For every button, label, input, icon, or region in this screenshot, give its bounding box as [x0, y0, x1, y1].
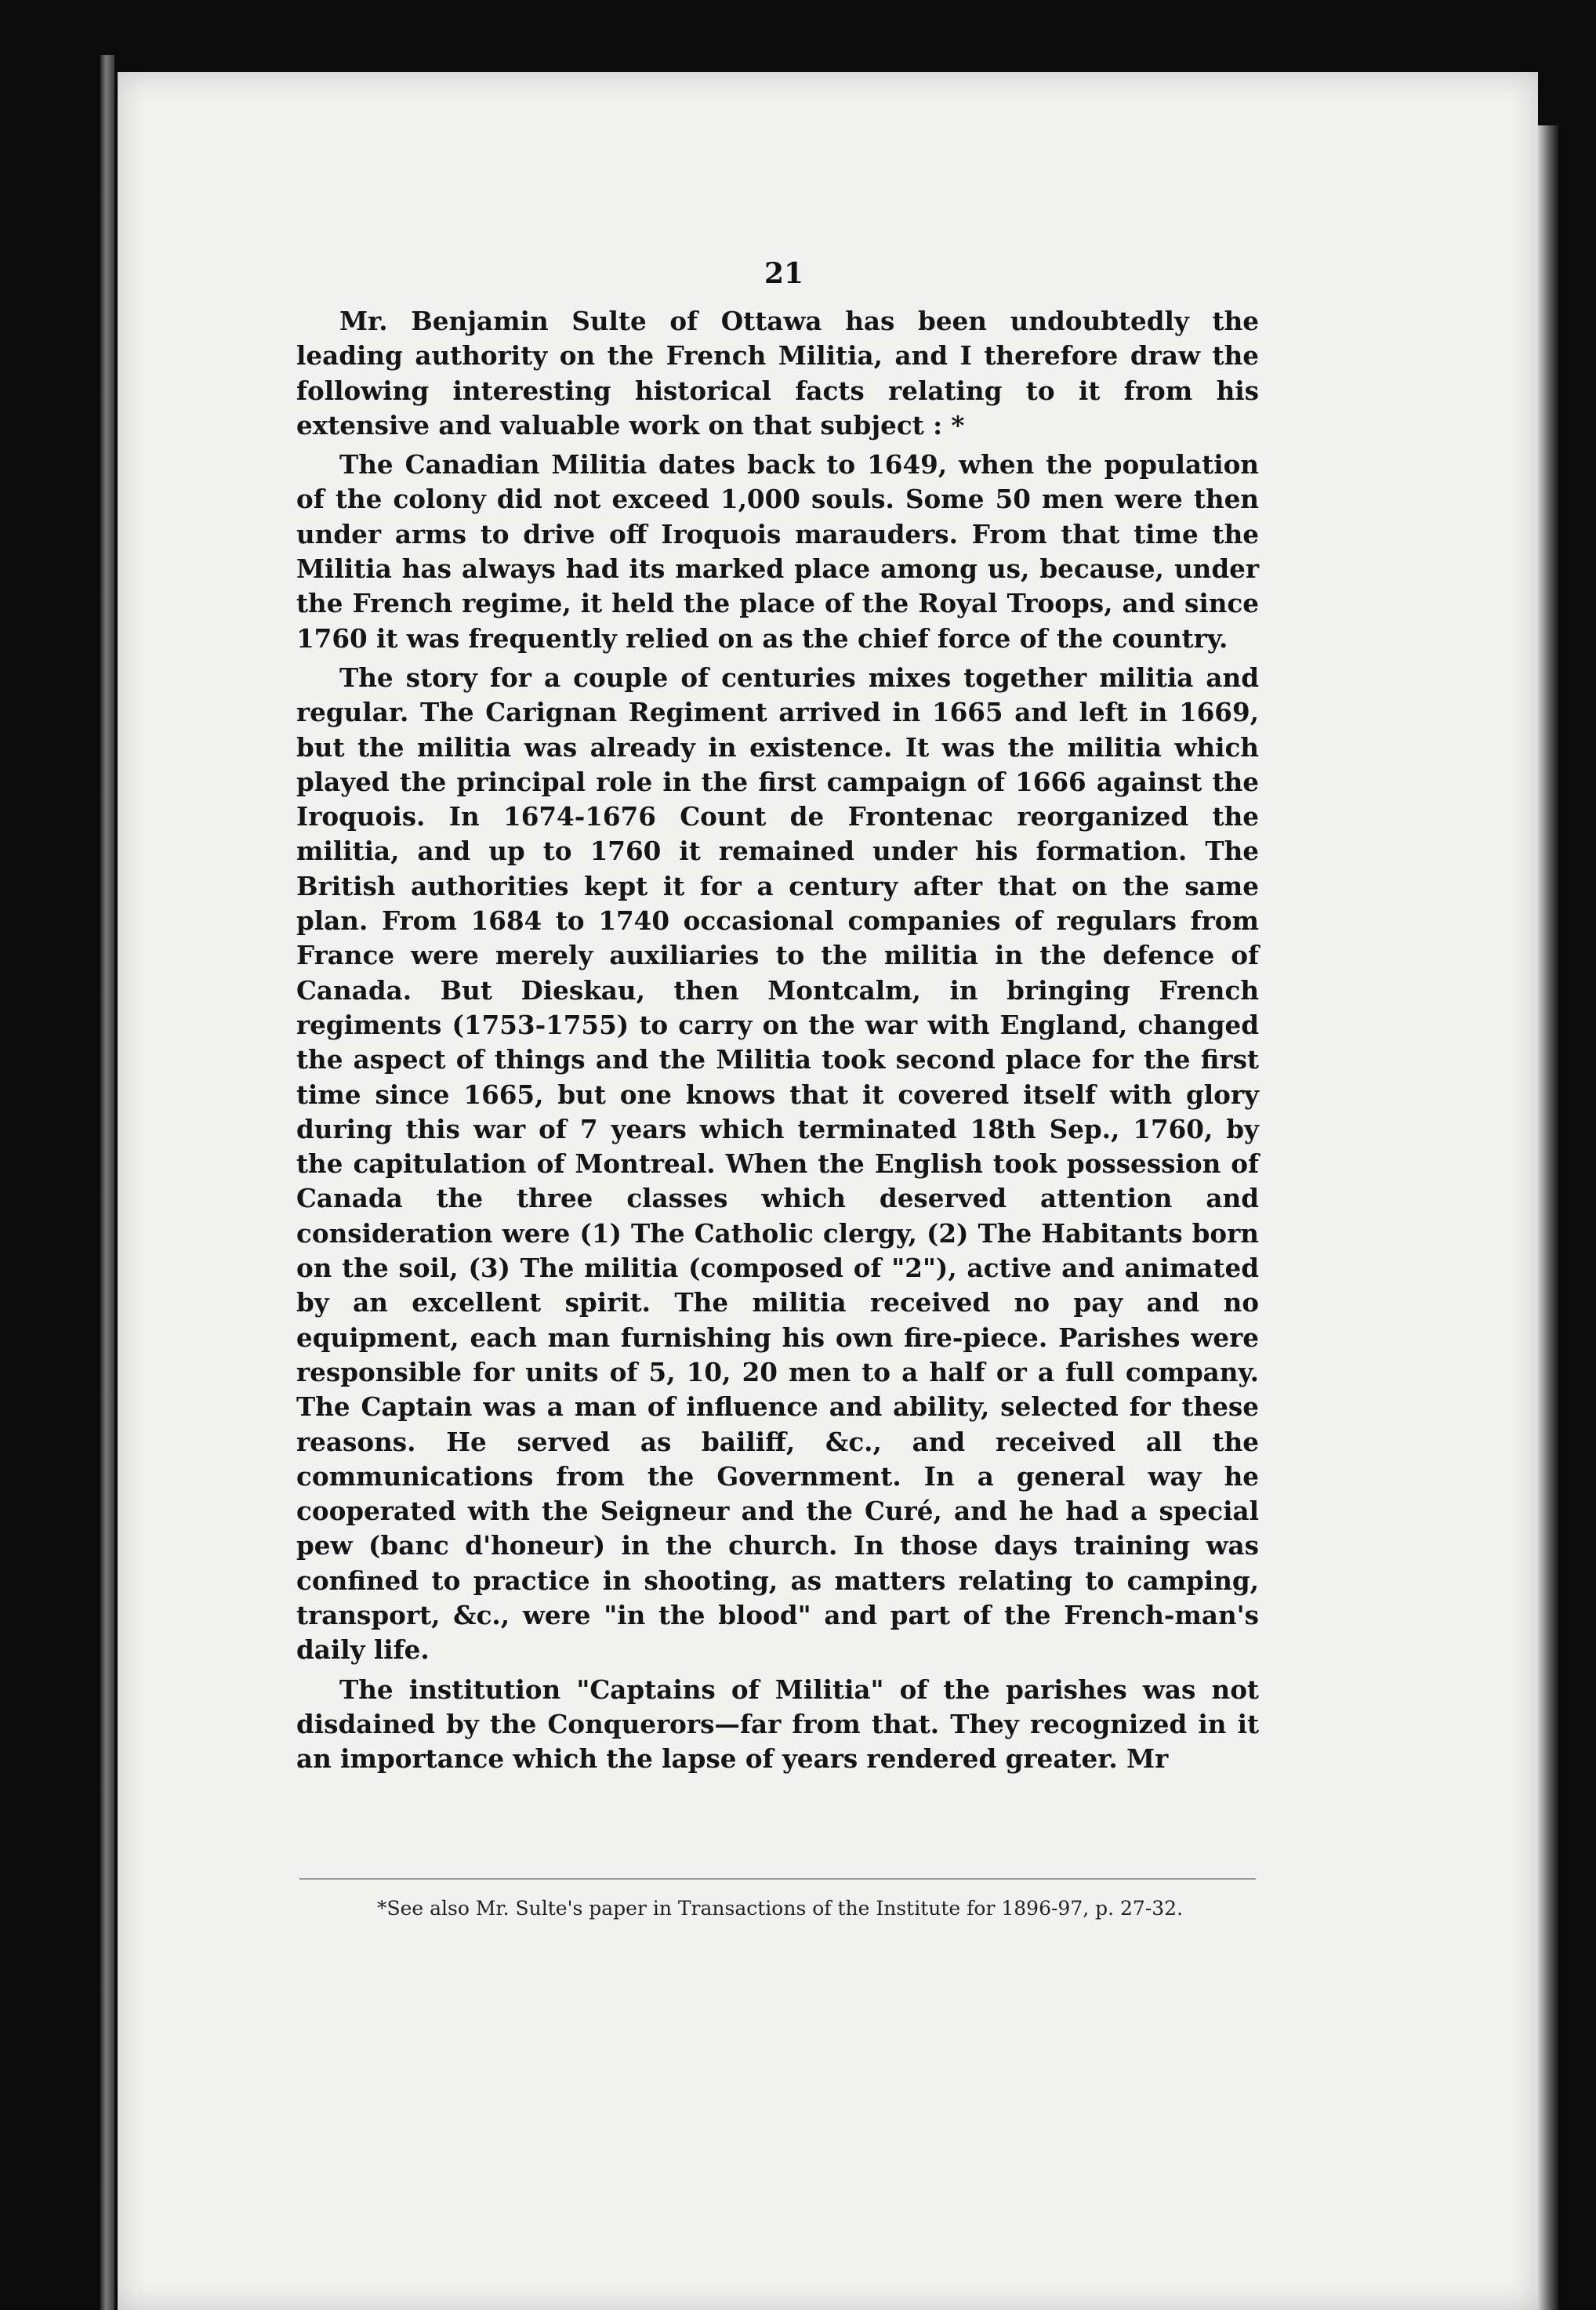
page-number: 21: [764, 257, 804, 290]
footnote-divider: [299, 1878, 1256, 1880]
paragraph-militia-origins: The Canadian Militia dates back to 1649, when the population of the colony did not exceed 1,000 souls. Some 50 men were then under arms to drive off Iroquois marauders. From that time the Militia has always had its marked place among us, because, under the French regime, it held the place of the Royal Troops, and since 1760 it was frequently relied on as the chief force of the country.: [296, 449, 1259, 654]
binding-edge-left: [100, 55, 114, 2310]
paragraph-intro: Mr. Benjamin Sulte of Ottawa has been undoubtedly the leading authority on the French Militia, and I therefore draw the following interesting historical facts relating to it from his extensive and valuable work on that subject : *: [296, 306, 1259, 441]
body-text: [296, 304, 1259, 1776]
paragraph-captains-of-militia: The institution "Captains of Militia" of the parishes was not disdained by the Conquerors—far from that. They recognized in it an importance which the lapse of years rendered greater. Mr: [296, 1674, 1259, 1775]
paragraph-militia-history: The story for a couple of centuries mixes together militia and regular. The Carignan Regiment arrived in 1665 and left in 1669, but the militia was already in existence. It was the militia which played the principal role in the first campaign of 1666 against the Iroquois. In 1674-1676 Count de Frontenac reorganized the militia, and up to 1760 it remained under his formation. The British authorities kept it for a century after that on the same plan. From 1684 to 1740 occasional companies of regulars from France were merely auxiliaries to the militia in the defence of Canada. But Dieskau, then Montcalm, in bringing French regiments (1753-1755) to carry on the war with England, changed the aspect of things and the Militia took second place for the first time since 1665, but one knows that it covered itself with glory during this war of 7 years which terminated 18th Sep., 1760, by the capitulation of Montreal. When the English took possession of Canada the three classes which deserved attention and consideration were (1) The Catholic clergy, (2) The Habitants born on the soil, (3) The militia (composed of "2"), active and animated by an excellent spirit. The militia received no pay and no equipment, each man furnishing his own fire-piece. Parishes were responsible for units of 5, 10, 20 men to a half or a full company. The Captain was a man of influence and ability, selected for these reasons. He served as bailiff, &c., and received all the communications from the Government. In a general way he cooperated with the Seigneur and the Curé, and he had a special pew (banc d'honeur) in the church. In those days training was confined to practice in shooting, as matters relating to camping, transport, &c., were "in the blood" and part of the French-man's daily life.: [296, 662, 1259, 1666]
page-edge-right: [1538, 125, 1558, 2310]
footnote: *See also Mr. Sulte's paper in Transactions of the Institute for 1896-97, p. 27-32.: [376, 1897, 1184, 1920]
